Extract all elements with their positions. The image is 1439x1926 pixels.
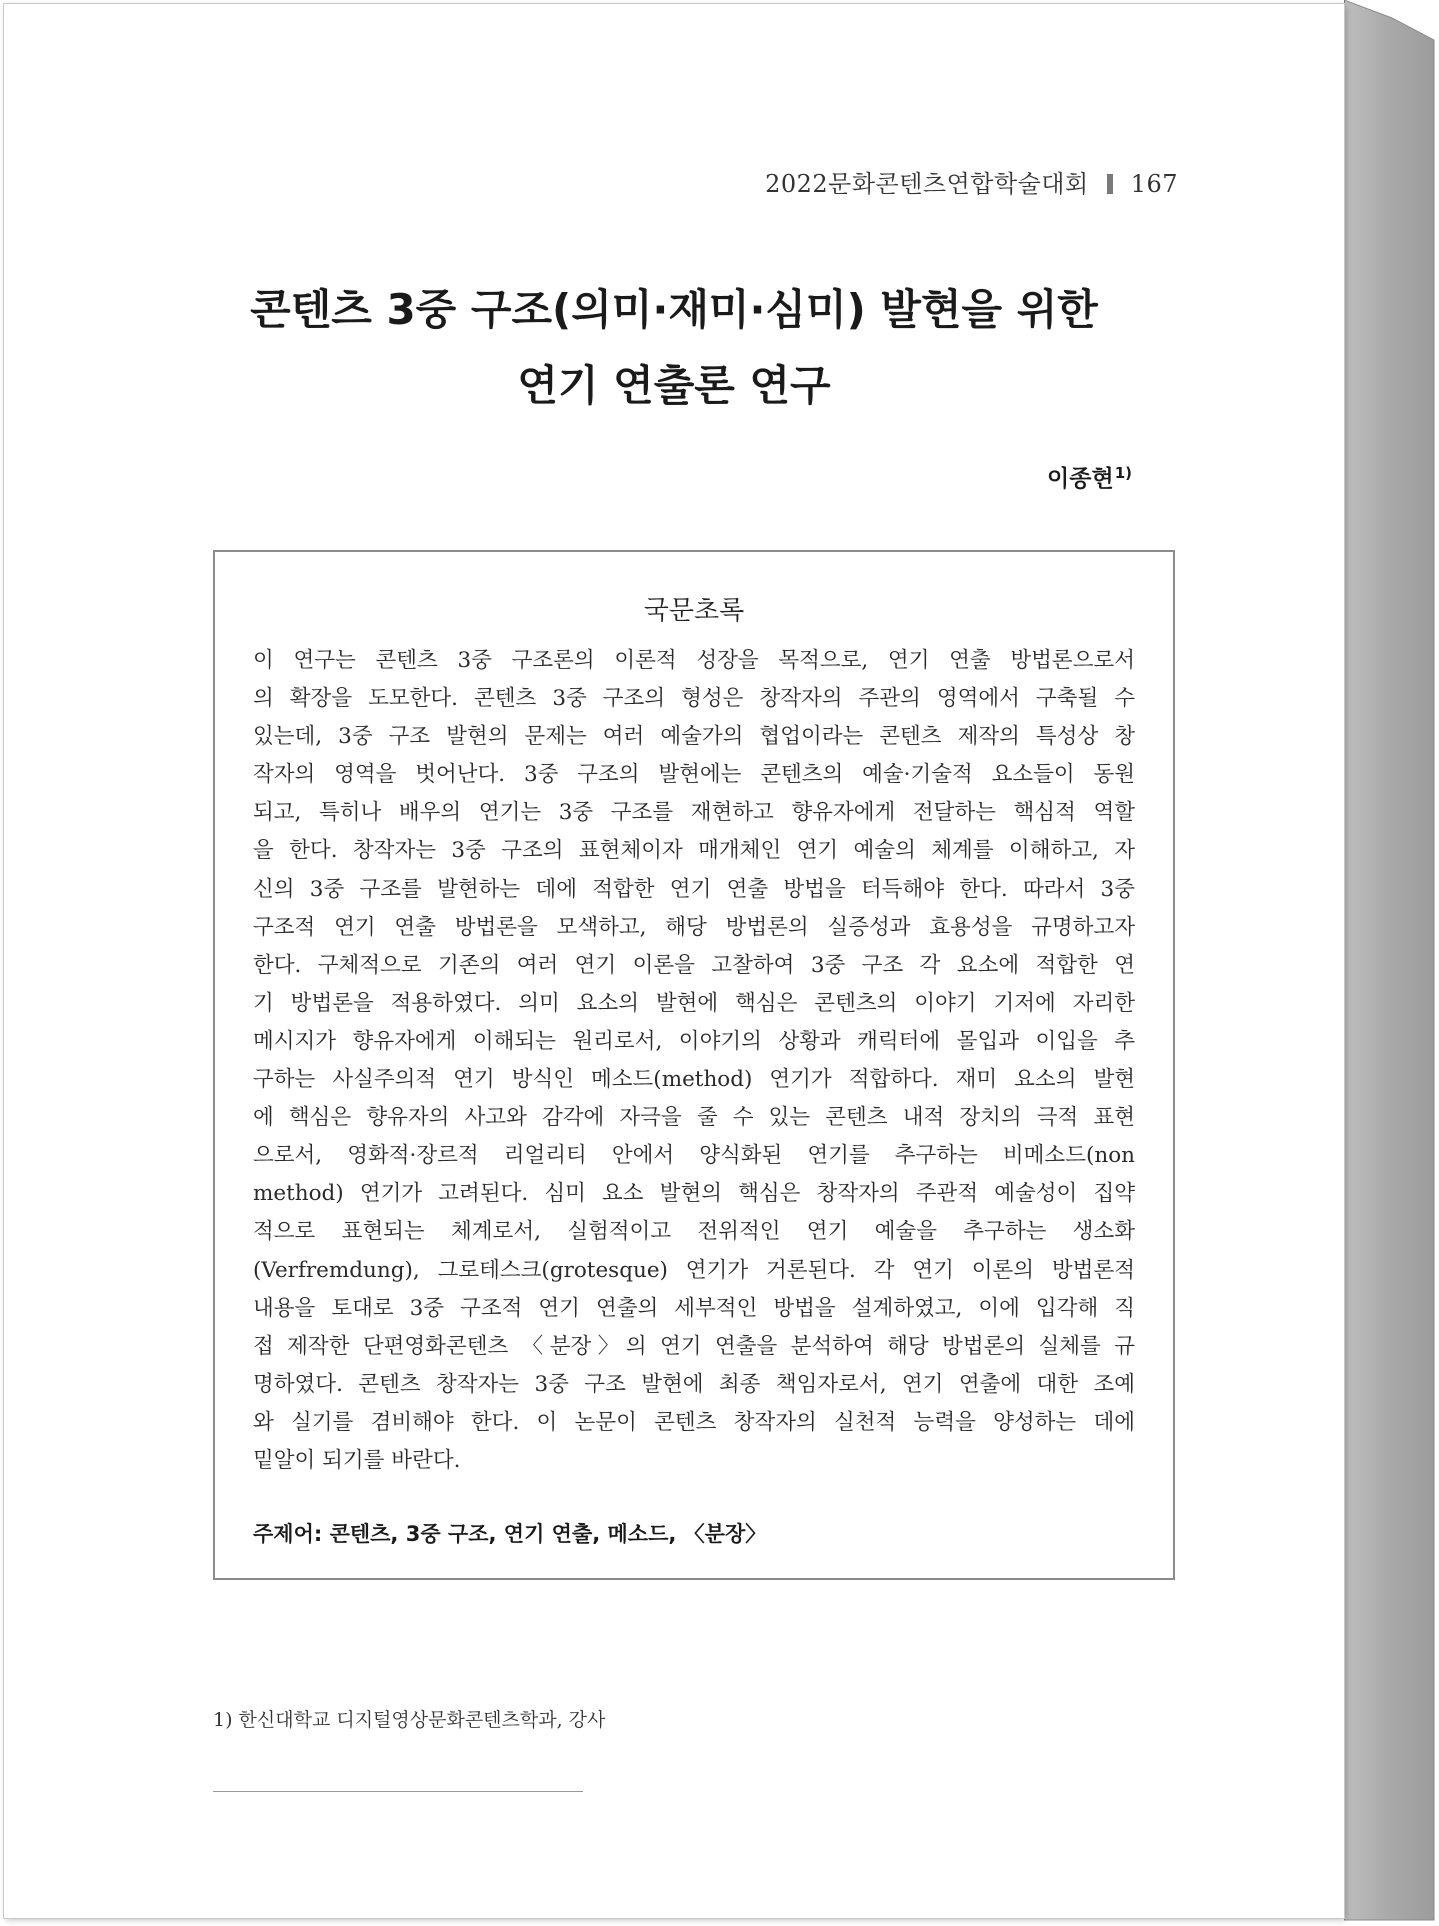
keywords: 주제어: 콘텐츠, 3중 구조, 연기 연출, 메소드, 〈분장〉 — [253, 1522, 767, 1546]
abstract-line: 되고, 특히나 배우의 연기는 3중 구조를 재현하고 향유자에게 전달하는 핵심적 역할 — [253, 800, 1135, 826]
abstract-line: 접 제작한 단편영화콘텐츠 〈분장〉의 연기 연출을 분석하여 해당 방법론의 실체를 규 — [253, 1333, 1135, 1359]
abstract-line: 이 연구는 콘텐츠 3중 구조론의 이론적 성장을 목적으로, 연기 연출 방법론으로서 — [253, 648, 1135, 673]
abstract-line: 와 실기를 겸비해야 한다. 이 논문이 콘텐츠 창작자의 실천적 능력을 양성하는 데에 — [253, 1409, 1135, 1435]
abstract-line: 한다. 구체적으로 기존의 여러 연기 이론을 고찰하여 3중 구조 각 요소에 적합한 연 — [253, 952, 1135, 978]
abstract-body — [253, 642, 1135, 1480]
abstract-line: 있는데, 3중 구조 발현의 문제는 여러 예술가의 협업이라는 콘텐츠 제작의 특성상 창 — [253, 724, 1135, 750]
paper-page — [4, 4, 1344, 1918]
title-line-1: 콘텐츠 3중 구조(의미·재미·심미) 발현을 위한 — [250, 285, 1098, 334]
author-name: 이종현 — [1047, 466, 1114, 492]
abstract-line: 신의 3중 구조를 발현하는 데에 적합한 연기 연출 방법을 터득해야 한다. 따라서 3중 — [253, 876, 1135, 902]
page-number: 167 — [1130, 170, 1178, 198]
abstract-line: 구조적 연기 연출 방법론을 모색하고, 해당 방법론의 실증성과 효용성을 규명하고자 — [253, 914, 1135, 940]
abstract-line: (Verfremdung), 그로테스크(grotesque) 연기가 거론된다. 각 연기 이론의 방법론적 — [253, 1257, 1135, 1283]
abstract-heading: 국문초록 — [643, 596, 745, 626]
footnote: 1) 한신대학교 디지털영상문화콘텐츠학과, 강사 — [213, 1709, 606, 1731]
abstract-line: 밑알이 되기를 바란다. — [253, 1447, 461, 1473]
running-header — [765, 164, 1178, 199]
abstract-line: 적으로 표현되는 체계로서, 실험적이고 전위적인 연기 예술을 추구하는 생소화 — [253, 1219, 1135, 1245]
abstract-line: 작자의 영역을 벗어난다. 3중 구조의 발현에는 콘텐츠의 예술·기술적 요소들이 동원 — [253, 762, 1135, 788]
abstract-line: 내용을 토대로 3중 구조적 연기 연출의 세부적인 방법을 설계하였고, 이에 입각해 직 — [253, 1295, 1135, 1321]
abstract-box — [213, 550, 1175, 1580]
abstract-line: 으로서, 영화적·장르적 리얼리티 안에서 양식화된 연기를 추구하는 비메소드(non — [253, 1143, 1135, 1169]
abstract-line: method) 연기가 고려된다. 심미 요소 발현의 핵심은 창작자의 주관적 예술성이 집약 — [253, 1181, 1135, 1207]
footnote-rule — [213, 1791, 583, 1792]
abstract-line: 기 방법론을 적용하였다. 의미 요소의 발현에 핵심은 콘텐츠의 이야기 기저에 자리한 — [253, 990, 1135, 1016]
abstract-line: 명하였다. 콘텐츠 창작자는 3중 구조 발현에 최종 책임자로서, 연기 연출에 대한 조예 — [253, 1371, 1135, 1397]
abstract-line: 구하는 사실주의적 연기 방식인 메소드(method) 연기가 적합하다. 재미 요소의 발현 — [253, 1067, 1135, 1093]
abstract-line: 메시지가 향유자에게 이해되는 원리로서, 이야기의 상황과 캐릭터에 몰입과 이입을 추 — [253, 1028, 1135, 1054]
abstract-line: 에 핵심은 향유자의 사고와 감각에 자극을 줄 수 있는 콘텐츠 내적 장치의 극적 표현 — [253, 1105, 1135, 1131]
conference-name: 2022문화콘텐츠연합학술대회 — [765, 170, 1089, 198]
paper-title — [4, 272, 1344, 424]
abstract-line: 을 한다. 창작자는 3중 구조의 표현체이자 매개체인 연기 예술의 체계를 이해하고, 자 — [253, 838, 1135, 864]
abstract-line: 의 확장을 도모한다. 콘텐츠 3중 구조의 형성은 창작자의 주관의 영역에서 구축될 수 — [253, 686, 1135, 712]
author-footnote-mark: 1) — [1114, 464, 1132, 482]
book-page-edge — [1344, 0, 1436, 1924]
author — [1047, 460, 1132, 493]
title-line-2: 연기 연출론 연구 — [517, 361, 831, 410]
header-separator — [1107, 174, 1113, 194]
